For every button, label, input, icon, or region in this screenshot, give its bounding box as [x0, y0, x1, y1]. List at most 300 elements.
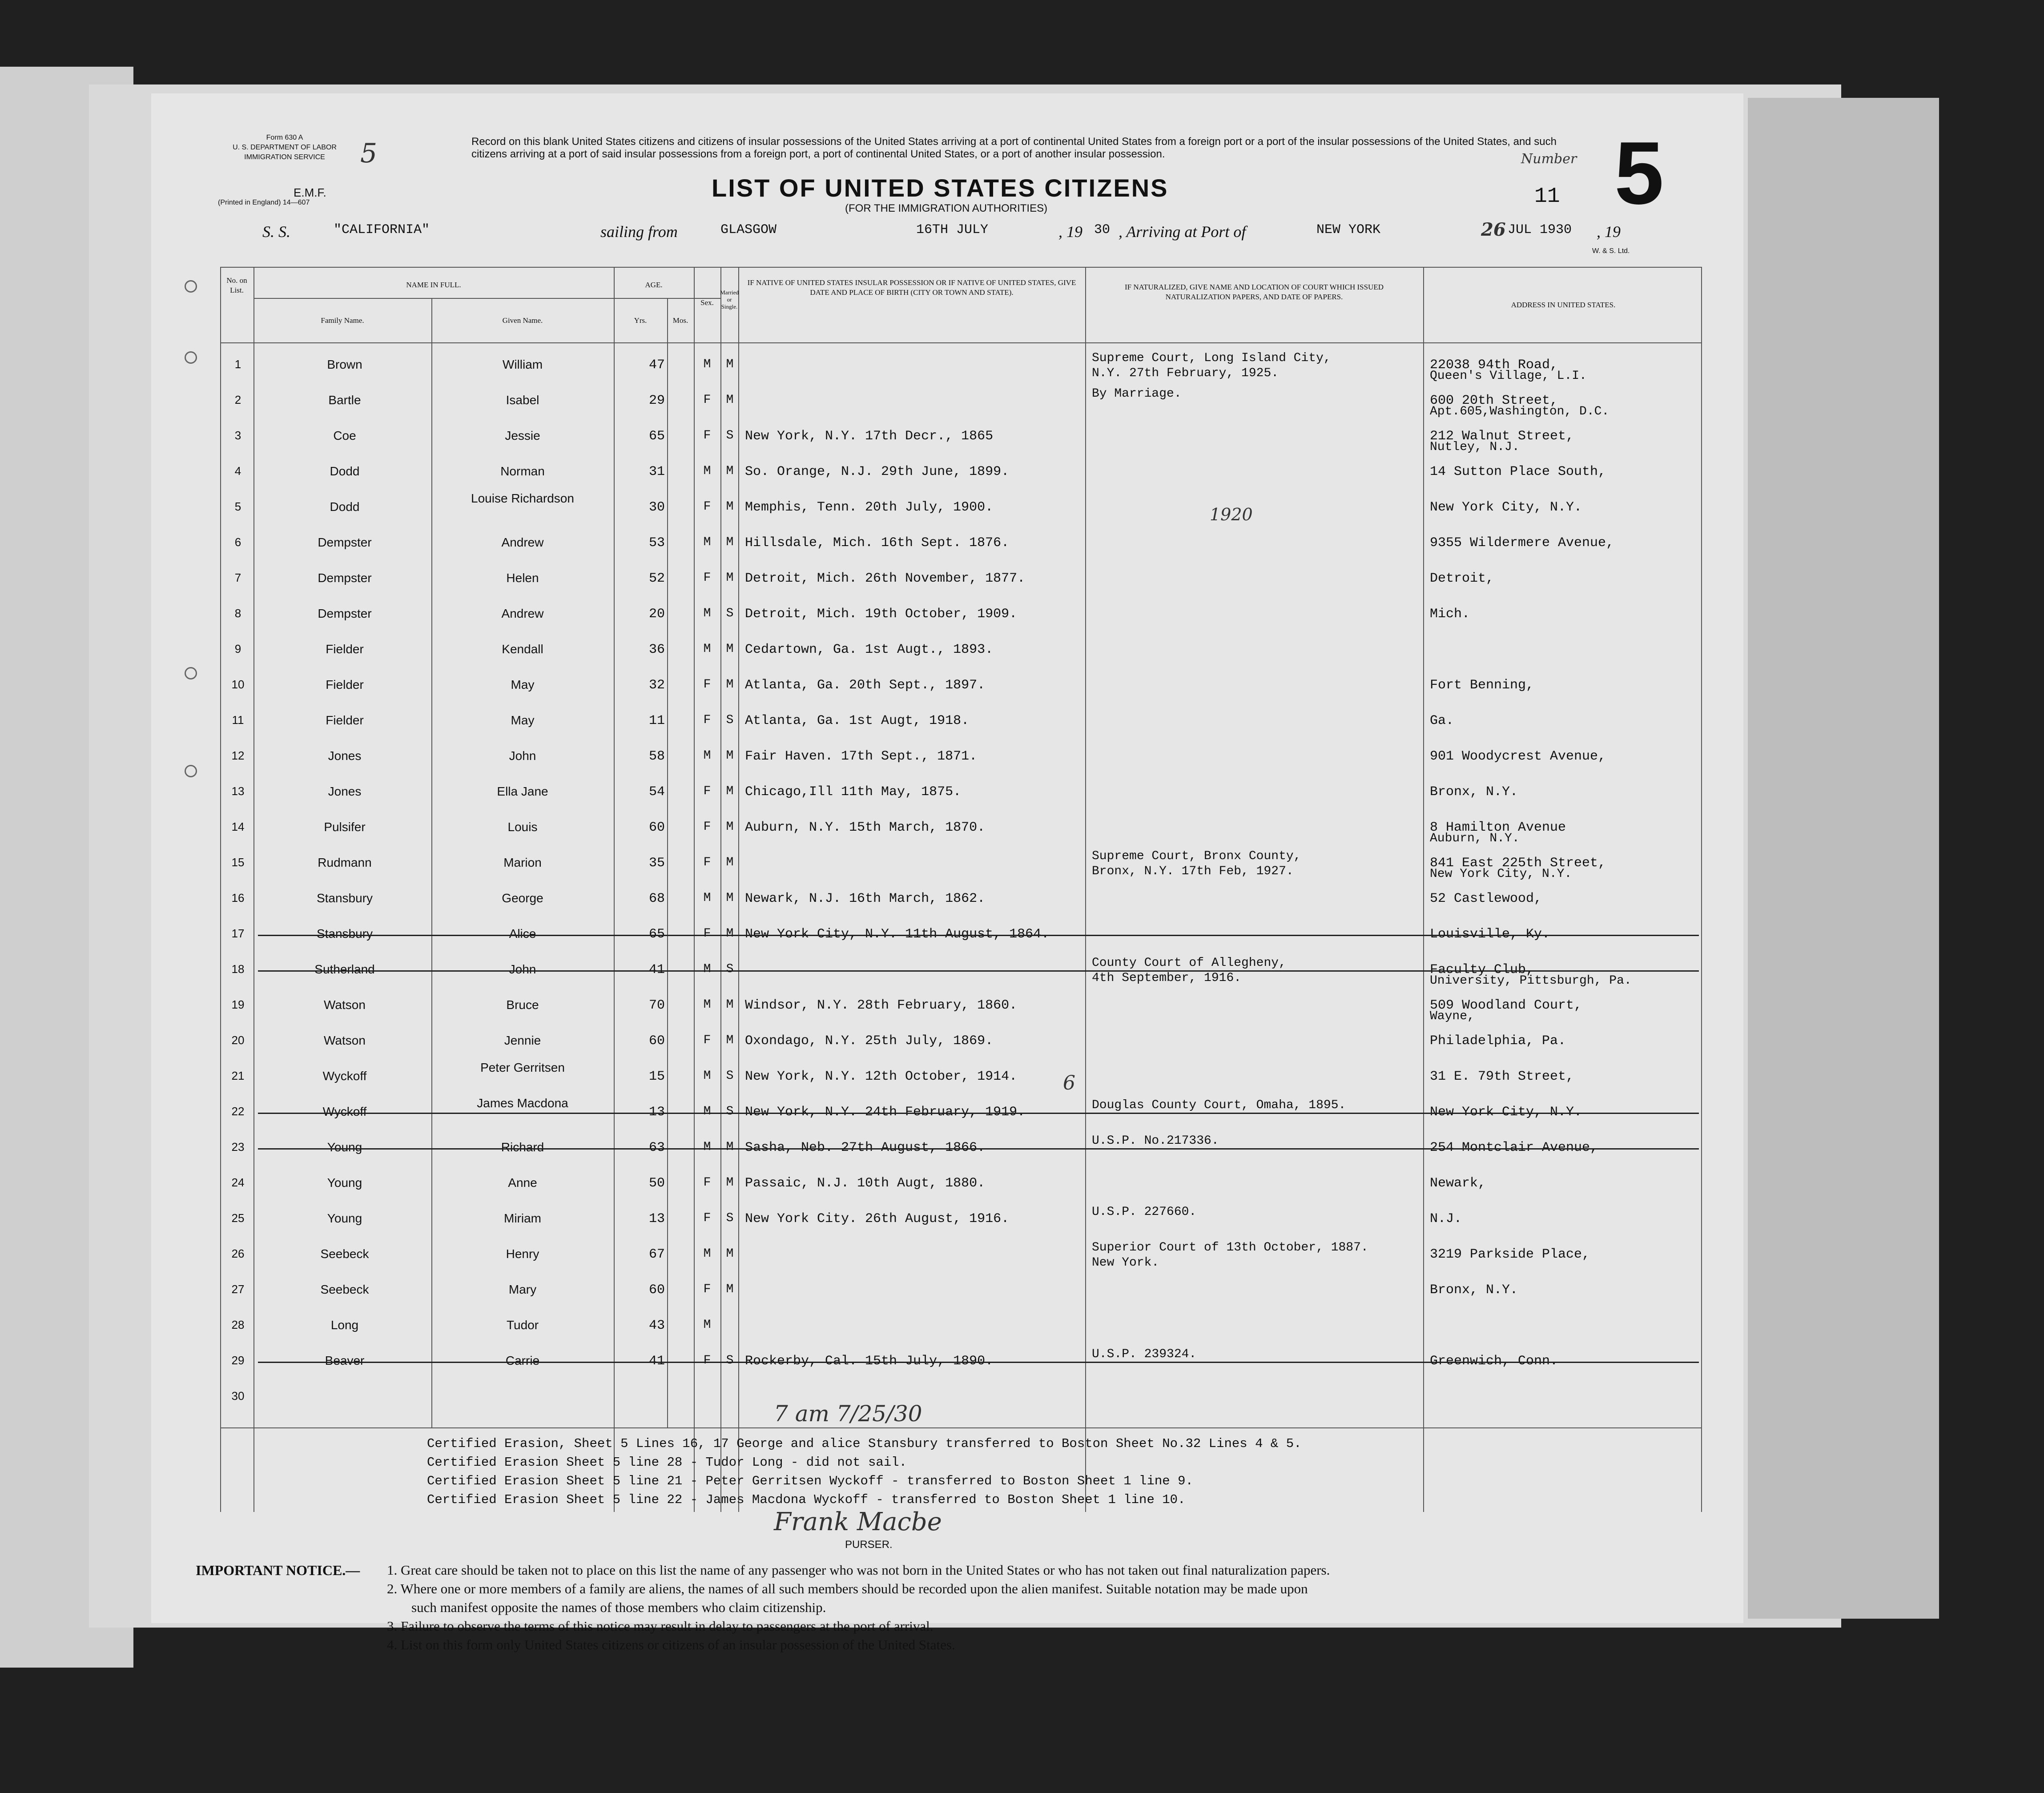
marital-status: M [726, 749, 734, 763]
sex: F [703, 429, 711, 442]
table-row [151, 775, 1743, 810]
sex: F [703, 784, 711, 798]
erasure-note: Certified Erasion Sheet 5 line 21 - Peter Gerritsen Wyckoff - transferred to Boston Sheet 1 line 9. [427, 1474, 1193, 1488]
sex: F [703, 820, 711, 834]
department: U. S. DEPARTMENT OF LABOR [233, 144, 337, 151]
table-row [151, 1166, 1743, 1202]
court-line-1: Superior Court of 13th October, 1887. [1092, 1241, 1368, 1254]
age-years: 15 [648, 1069, 665, 1084]
address-line-1: Bronx, N.Y. [1430, 1282, 1518, 1298]
marital-status: M [726, 1282, 734, 1296]
address-line-1: 509 Woodland Court, [1430, 998, 1582, 1013]
address-line-2: Wayne, [1430, 1009, 1475, 1023]
page-subtitle: (FOR THE IMMIGRATION AUTHORITIES) [845, 202, 1048, 214]
sex: F [703, 1211, 711, 1225]
row-number: 26 [231, 1247, 245, 1260]
table-row [151, 1237, 1743, 1273]
sex: F [703, 856, 711, 869]
family-name: Watson [324, 1033, 366, 1047]
table-row [151, 881, 1743, 917]
family-name: Young [327, 1176, 362, 1190]
given-name: Andrew [501, 535, 544, 549]
sex: F [703, 500, 711, 514]
birth-details: Atlanta, Ga. 20th Sept., 1897. [745, 678, 986, 693]
header-naturalized: IF NATURALIZED, GIVE NAME AND LOCATION OF COURT WHICH ISSUED NATURALIZATION PAPERS, AND DATE OF PAPERS. [1124, 283, 1384, 301]
court-line-1: Douglas County Court, Omaha, 1895. [1092, 1098, 1346, 1112]
row-number: 1 [234, 358, 241, 371]
table-row [151, 419, 1743, 454]
marital-status: M [726, 642, 734, 656]
erasure-note: Certified Erasion Sheet 5 line 22 - James Macdona Wyckoff - transferred to Boston Sheet 1 line 10. [427, 1492, 1186, 1507]
family-name: Beaver [325, 1354, 365, 1367]
sex: M [703, 642, 711, 656]
marital-status: M [726, 535, 734, 549]
sex: M [703, 1318, 711, 1332]
address-line-1: 31 E. 79th Street, [1430, 1069, 1574, 1084]
sex: F [703, 713, 711, 727]
age-years: 54 [648, 784, 665, 800]
birth-details: Oxondago, N.Y. 25th July, 1869. [745, 1033, 994, 1049]
address-line-2: New York City, N.Y. [1430, 867, 1572, 881]
erasure-line-row-17 [258, 970, 1699, 972]
marital-status: M [726, 856, 734, 869]
address-line-1: 254 Montclair Avenue, [1430, 1140, 1598, 1155]
given-name: Anne [508, 1176, 537, 1190]
marital-status: M [726, 1176, 734, 1190]
marital-status: M [726, 891, 734, 905]
given-name: Miriam [504, 1211, 541, 1225]
ship-name: "CALIFORNIA" [334, 222, 430, 237]
address-line-2: Apt.605,Washington, D.C. [1430, 405, 1609, 418]
court-line-1: U.S.P. No.217336. [1092, 1134, 1219, 1148]
row-number: 27 [231, 1282, 245, 1296]
birth-details: Chicago,Ill 11th May, 1875. [745, 784, 962, 800]
erasure-line-row-21 [258, 1113, 1699, 1114]
header-given-name: Given Name. [502, 316, 543, 325]
table-bottom-rule [220, 1427, 1701, 1428]
row-number: 11 [232, 713, 244, 727]
printer-mark: W. & S. Ltd. [1592, 247, 1630, 255]
notice-item: 3. Failure to observe the terms of this notice may result in delay to passengers at the port of arrival. [387, 1618, 933, 1634]
arriving-label: , Arriving at Port of [1119, 223, 1246, 241]
family-name: Dodd [330, 500, 360, 514]
address-line-1: Fort Benning, [1430, 678, 1534, 693]
table-row [151, 526, 1743, 561]
table-row [151, 561, 1743, 597]
court-line-1: Supreme Court, Bronx County, [1092, 849, 1301, 863]
departure-date: 16TH JULY [916, 222, 989, 237]
court-line-1: U.S.P. 227660. [1092, 1205, 1197, 1219]
sex: M [703, 358, 711, 371]
number-label: Number [1521, 151, 1577, 167]
table-row [151, 597, 1743, 632]
address-line-1: Louisville, Ky. [1430, 927, 1550, 942]
given-name: John [509, 749, 536, 763]
address-line-2: Queen's Village, L.I. [1430, 369, 1587, 383]
page-title: LIST OF UNITED STATES CITIZENS [712, 174, 1169, 202]
marital-status: M [726, 358, 734, 371]
age-years: 65 [648, 429, 665, 444]
given-name: James Macdona [477, 1097, 568, 1110]
table-row [151, 704, 1743, 739]
age-years: 11 [648, 713, 665, 728]
row-number: 25 [231, 1211, 245, 1225]
marital-status: S [726, 1211, 734, 1225]
marital-status: M [726, 927, 734, 941]
age-years: 63 [648, 1140, 665, 1155]
given-name: Peter Gerritsen [480, 1061, 565, 1074]
sex: M [703, 962, 711, 976]
arrival-port: NEW YORK [1316, 222, 1381, 237]
marital-status: S [726, 1105, 734, 1118]
sex: F [703, 1033, 711, 1047]
marital-status: M [726, 820, 734, 834]
header-married-single: Married or Single. [720, 289, 739, 310]
birth-details: Rockerby, Cal. 15th July, 1890. [745, 1354, 994, 1369]
ss-label: S. S. [262, 223, 290, 241]
row-number: 28 [231, 1318, 245, 1331]
form-number: Form 630 A [266, 134, 303, 141]
birth-details: New York City, N.Y. 11th August, 1864. [745, 927, 1050, 942]
row-number: 13 [231, 784, 245, 798]
header-sex: Sex. [700, 298, 714, 307]
arrival-day: 26 [1481, 219, 1506, 240]
family-name: Brown [327, 358, 362, 371]
sex: F [703, 678, 711, 691]
row-number: 18 [231, 962, 245, 976]
age-years: 58 [648, 749, 665, 764]
sex: M [703, 1140, 711, 1154]
family-name: Fielder [326, 713, 364, 727]
marital-status: M [726, 1033, 734, 1047]
age-years: 67 [648, 1247, 665, 1262]
row-number: 2 [234, 393, 241, 406]
age-years: 13 [648, 1105, 665, 1120]
family-name: Wyckoff [322, 1105, 367, 1118]
address-line-1: New York City, N.Y. [1430, 500, 1582, 515]
year-suffix: , 19 [1597, 223, 1621, 241]
birth-details: New York City. 26th August, 1916. [745, 1211, 1010, 1226]
address-line-1: N.J. [1430, 1211, 1462, 1226]
age-years: 52 [648, 571, 665, 586]
sex: F [703, 571, 711, 585]
birth-details: Fair Haven. 17th Sept., 1871. [745, 749, 978, 764]
given-name: Kendall [502, 642, 543, 656]
header-yrs: Yrs. [634, 316, 647, 325]
given-name: Richard [501, 1140, 544, 1154]
given-name: Louis [507, 820, 538, 834]
marital-status: S [726, 1354, 734, 1367]
table-row [151, 1202, 1743, 1237]
family-name: Seebeck [320, 1282, 369, 1296]
row-number: 12 [231, 749, 245, 762]
given-name: George [502, 891, 543, 905]
year-prefix: , 19 [1058, 223, 1082, 241]
marriage-year-note: 1920 [1210, 505, 1253, 524]
birth-details: New York, N.Y. 24th February, 1919. [745, 1105, 1026, 1120]
address-line-1: Faculty Club, [1430, 962, 1534, 977]
erasure-note: Certified Erasion, Sheet 5 Lines 16, 17 George and alice Stansbury transferred to Boston Sheet No.32 Lines 4 & 5. [427, 1436, 1302, 1451]
list-number: 11 [1534, 185, 1560, 209]
family-name: Stansbury [316, 891, 373, 905]
family-name: Rudmann [318, 856, 372, 869]
header-mos: Mos. [672, 316, 688, 325]
court-line-1: County Court of Allegheny, [1092, 956, 1286, 970]
address-line-1: Mich. [1430, 607, 1470, 622]
corner-handwritten-mark: 5 [360, 138, 378, 169]
family-name: Jones [328, 749, 362, 763]
address-line-1: 841 East 225th Street, [1430, 856, 1606, 871]
birth-details: So. Orange, N.J. 29th June, 1899. [745, 464, 1010, 479]
given-name: Bruce [506, 998, 539, 1012]
birth-details: Hillsdale, Mich. 16th Sept. 1876. [745, 535, 1010, 551]
header-bottom-rule [220, 342, 1701, 343]
table-row [151, 632, 1743, 668]
purser-label: PURSER. [845, 1539, 893, 1551]
family-name: Fielder [326, 678, 364, 691]
sex: F [703, 1282, 711, 1296]
age-years: 60 [648, 1033, 665, 1049]
row-number: 19 [231, 998, 245, 1011]
notice-item: 4. List on this form only United States citizens or citizens of an insular possession of the United States. [387, 1637, 955, 1652]
row-number: 16 [231, 891, 245, 905]
family-name: Dempster [318, 571, 372, 585]
family-name: Bartle [328, 393, 361, 407]
row20-mark: 6 [1063, 1072, 1075, 1094]
age-years: 36 [648, 642, 665, 657]
row-number: 6 [234, 535, 241, 549]
row-number: 22 [231, 1105, 245, 1118]
sex: M [703, 1247, 711, 1261]
address-line-1: Greenwich, Conn. [1430, 1354, 1558, 1369]
birth-details: Windsor, N.Y. 28th February, 1860. [745, 998, 1018, 1013]
given-name: Carrie [505, 1354, 540, 1367]
row-number: 4 [234, 464, 241, 478]
address-line-1: Bronx, N.Y. [1430, 784, 1518, 800]
table-row [151, 1308, 1743, 1344]
address-line-2: University, Pittsburgh, Pa. [1430, 974, 1632, 988]
address-line-1: Philadelphia, Pa. [1430, 1033, 1566, 1049]
binding-strip [1748, 98, 1939, 1619]
sex: F [703, 1176, 711, 1190]
marital-status: M [726, 393, 734, 407]
marital-status: M [726, 571, 734, 585]
header-age: AGE. [645, 281, 663, 289]
erasure-note: Certified Erasion Sheet 5 line 28 - Tudor Long - did not sail. [427, 1455, 907, 1470]
header-family-name: Family Name. [321, 316, 364, 325]
table-row [151, 1059, 1743, 1095]
sex: M [703, 891, 711, 905]
sex: M [703, 1069, 711, 1083]
table-row [151, 988, 1743, 1024]
row-number: 20 [231, 1033, 245, 1047]
court-line-2: N.Y. 27th February, 1925. [1092, 366, 1279, 380]
row-number: 23 [231, 1140, 245, 1154]
address-line-1: 14 Sutton Place South, [1430, 464, 1606, 479]
intro-text: Record on this blank United States citizens and citizens of insular possessions of the United States arriving at a port of continental United States from a foreign port or a port of the insular possessions of the United States, and such citizens arriving at a port of said insular possessions from a foreign port, a port of continental United States, or a port of another insular possession. [471, 136, 1557, 160]
age-years: 65 [648, 927, 665, 942]
given-name: Henry [506, 1247, 539, 1261]
marital-status: M [726, 464, 734, 478]
table-row [151, 348, 1743, 383]
birth-details: New York, N.Y. 17th Decr., 1865 [745, 429, 994, 444]
sheet-number: 5 [1614, 124, 1664, 223]
age-years: 60 [648, 820, 665, 835]
given-name: Ella Jane [497, 784, 548, 798]
marital-status: M [726, 500, 734, 514]
court-line-2: 4th September, 1916. [1092, 971, 1242, 985]
birth-details: Passaic, N.J. 10th Augt, 1880. [745, 1176, 986, 1191]
family-name: Watson [324, 998, 366, 1012]
sex: F [703, 1354, 711, 1367]
given-name: Tudor [506, 1318, 539, 1332]
purser-signature: Frank Macbe [774, 1508, 942, 1536]
sex: F [703, 927, 711, 941]
row-number: 14 [231, 820, 245, 833]
table-top-rule [220, 267, 1701, 268]
birth-details: New York, N.Y. 12th October, 1914. [745, 1069, 1018, 1084]
table-row [151, 810, 1743, 846]
given-name: John [509, 962, 536, 976]
age-years: 31 [648, 464, 665, 479]
row-number: 9 [234, 642, 241, 655]
given-name: Louise Richardson [471, 492, 574, 505]
handwritten-annotation: 7 am 7/25/30 [774, 1401, 922, 1427]
family-name: Young [327, 1140, 362, 1154]
arrival-stamp: JUL 1930 [1508, 222, 1572, 237]
table-row [151, 383, 1743, 419]
given-name: Isabel [506, 393, 539, 407]
address-line-1: 52 Castlewood, [1430, 891, 1542, 906]
court-line-1: U.S.P. 239324. [1092, 1347, 1197, 1361]
age-years: 32 [648, 678, 665, 693]
table-row [151, 739, 1743, 775]
marital-status: S [726, 1069, 734, 1083]
given-name: Jennie [504, 1033, 541, 1047]
given-name: Andrew [501, 607, 544, 620]
age-years: 41 [648, 962, 665, 977]
marital-status: S [726, 713, 734, 727]
address-line-1: Ga. [1430, 713, 1454, 728]
sailing-year: 30 [1094, 222, 1111, 237]
sex: M [703, 464, 711, 478]
marital-status: M [726, 998, 734, 1012]
age-years: 43 [648, 1318, 665, 1333]
family-name: Dempster [318, 535, 372, 549]
address-line-1: New York City, N.Y. [1430, 1105, 1582, 1120]
marital-status: M [726, 1140, 734, 1154]
erasure-line-row-28 [258, 1362, 1699, 1363]
notice-item: 2. Where one or more members of a family are aliens, the names of all such members should be recorded upon the alien manifest. Suitable notation may be made upon [387, 1581, 1308, 1596]
family-name: Pulsifer [324, 820, 366, 834]
table-row [151, 668, 1743, 704]
address-line-1: Detroit, [1430, 571, 1494, 586]
table-row [151, 490, 1743, 526]
birth-details: Memphis, Tenn. 20th July, 1900. [745, 500, 994, 515]
address-line-1: 600 20th Street, [1430, 393, 1558, 408]
address-line-1: 22038 94th Road, [1430, 358, 1558, 373]
subheader-rule [253, 298, 720, 299]
sex: F [703, 393, 711, 407]
departure-port: GLASGOW [720, 222, 777, 237]
family-name: Fielder [326, 642, 364, 656]
row-number: 30 [231, 1389, 245, 1403]
marital-status: M [726, 784, 734, 798]
header-address: ADDRESS IN UNITED STATES. [1511, 301, 1616, 309]
sex: M [703, 535, 711, 549]
table-row [151, 846, 1743, 881]
marital-status: S [726, 429, 734, 442]
address-line-2: Nutley, N.J. [1430, 440, 1520, 454]
emf-code: E.M.F. [294, 186, 326, 199]
age-years: 47 [648, 358, 665, 373]
sex: M [703, 607, 711, 620]
family-name: Dempster [318, 607, 372, 620]
header-name-in-full: NAME IN FULL. [406, 281, 461, 289]
given-name: May [511, 678, 535, 691]
family-name: Coe [333, 429, 356, 442]
birth-details: Cedartown, Ga. 1st Augt., 1893. [745, 642, 994, 657]
birth-details: Detroit, Mich. 26th November, 1877. [745, 571, 1026, 586]
given-name: Mary [508, 1282, 537, 1296]
birth-details: Sasha, Neb. 27th August, 1866. [745, 1140, 986, 1155]
given-name: May [511, 713, 535, 727]
family-name: Wyckoff [322, 1069, 367, 1083]
table-row [151, 1024, 1743, 1059]
family-name: Stansbury [316, 927, 373, 941]
row-number: 10 [231, 678, 245, 691]
row-number: 21 [231, 1069, 245, 1082]
given-name: Alice [509, 927, 536, 941]
birth-details: Newark, N.J. 16th March, 1862. [745, 891, 986, 906]
address-line-1: 9355 Wildermere Avenue, [1430, 535, 1614, 551]
age-years: 29 [648, 393, 665, 408]
row-number: 29 [231, 1354, 245, 1367]
court-line-2: New York. [1092, 1256, 1159, 1270]
birth-details: Detroit, Mich. 19th October, 1909. [745, 607, 1018, 622]
address-line-1: 901 Woodycrest Avenue, [1430, 749, 1606, 764]
age-years: 53 [648, 535, 665, 551]
marital-status: M [726, 678, 734, 691]
family-name: Jones [328, 784, 362, 798]
table-row [151, 454, 1743, 490]
row-number: 7 [234, 571, 241, 584]
age-years: 70 [648, 998, 665, 1013]
marital-status: S [726, 607, 734, 620]
age-years: 50 [648, 1176, 665, 1191]
row-number: 8 [234, 607, 241, 620]
family-name: Long [330, 1318, 359, 1332]
table-row [151, 1379, 1743, 1415]
erasure-line-row-22 [258, 1148, 1699, 1150]
court-line-1: Supreme Court, Long Island City, [1092, 351, 1331, 365]
notice-item: such manifest opposite the names of those members who claim citizenship. [411, 1600, 826, 1615]
court-line-2: Bronx, N.Y. 17th Feb, 1927. [1092, 864, 1294, 878]
address-line-1: 3219 Parkside Place, [1430, 1247, 1590, 1262]
given-name: William [502, 358, 543, 371]
header-no: No. on List. [226, 276, 247, 294]
service: IMMIGRATION SERVICE [244, 153, 325, 161]
court-line-1: By Marriage. [1092, 387, 1182, 401]
notice-item: 1. Great care should be taken not to place on this list the name of any passenger who was not born in the United States or who has not taken out final naturalization papers. [387, 1562, 1330, 1578]
age-years: 41 [648, 1354, 665, 1369]
given-name: Jessie [505, 429, 540, 442]
given-name: Norman [500, 464, 545, 478]
printed-note: (Printed in England) 14—607 [218, 199, 310, 206]
row-number: 3 [234, 429, 241, 442]
row-number: 5 [234, 500, 241, 513]
manifest-sheet [151, 93, 1743, 1652]
